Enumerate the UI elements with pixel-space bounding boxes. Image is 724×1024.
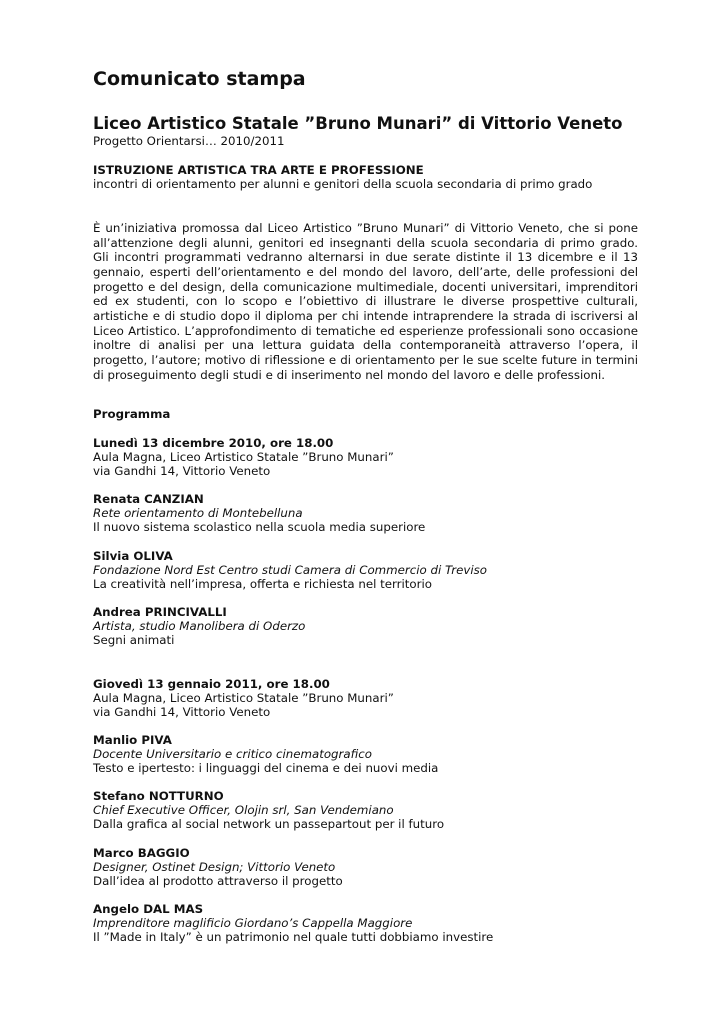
event-2-info	[93, 677, 638, 720]
speaker-name: Andrea PRINCIVALLI	[93, 605, 227, 619]
speaker-talk: Il nuovo sistema scolastico nella scuola media superiore	[93, 520, 426, 535]
speaker-role: Fondazione Nord Est Centro studi Camera di Commercio di Treviso	[93, 563, 488, 578]
speaker-talk: Segni animati	[93, 633, 175, 648]
speaker-entry	[93, 789, 638, 832]
event-place: Aula Magna, Liceo Artistico Statale ”Bruno Munari”	[93, 691, 394, 706]
speaker-role: Chief Executive Officer, Olojin srl, San Vendemiano	[93, 803, 394, 818]
event-date: Lunedì 13 dicembre 2010, ore 18.00	[93, 436, 334, 450]
speaker-entry	[93, 605, 638, 648]
speaker-talk: La creatività nell’impresa, offerta e richiesta nel territorio	[93, 577, 432, 592]
event-place: Aula Magna, Liceo Artistico Statale ”Bruno Munari”	[93, 450, 394, 465]
speaker-talk: Dalla grafica al social network un passepartout per il futuro	[93, 817, 445, 832]
speaker-entry	[93, 492, 638, 535]
speaker-entry	[93, 846, 638, 889]
speaker-name: Manlio PIVA	[93, 733, 172, 747]
speaker-role: Imprenditore maglificio Giordano’s Cappella Maggiore	[93, 916, 413, 931]
speaker-name: Angelo DAL MAS	[93, 902, 204, 916]
speaker-role: Rete orientamento di Montebelluna	[93, 506, 303, 521]
program-heading: Programma	[93, 407, 171, 421]
speaker-role: Docente Universitario e critico cinematografico	[93, 747, 372, 762]
event-address: via Gandhi 14, Vittorio Veneto	[93, 464, 271, 479]
page-title: Comunicato stampa	[93, 68, 306, 90]
school-heading: Liceo Artistico Statale ”Bruno Munari” di Vittorio Veneto	[93, 114, 623, 133]
speaker-role: Designer, Ostinet Design; Vittorio Veneto	[93, 860, 336, 875]
speaker-name: Stefano NOTTURNO	[93, 789, 224, 803]
speaker-role: Artista, studio Manolibera di Oderzo	[93, 619, 306, 634]
intro-paragraph: È un’iniziativa promossa dal Liceo Artistico ”Bruno Munari” di Vittorio Veneto, che si pone all’attenzione degli alunni, genitori ed insegnanti della scuola secondaria di primo grado. Gli incontri programmati vedranno alternarsi in due serate distinte il 13 dicembre e il 13 gennaio, esperti dell’orientamento e del mondo del lavoro, dell’arte, delle professioni del progetto e del design, della comunicazione multimediale, docenti universitari, imprenditori ed ex studenti, con lo scopo e l’obiettivo di illustrare le diverse prospettive culturali, artistiche e di studio dopo il diploma per chi intende intraprendere la strada di iscriversi al Liceo Artistico. L’approfondimento di tematiche ed esperienze professionali sono occasione inoltre di analisi per una lettura guidata della contemporaneità attraverso l’opera, il progetto, l’autore; motivo di riflessione e di orientamento per le sue scelte future in termini di proseguimento degli studi e di inserimento nel mondo del lavoro e delle professioni.	[93, 221, 638, 382]
event-1-info	[93, 436, 638, 479]
section-subtitle: incontri di orientamento per alunni e genitori della scuola secondaria di primo grado	[93, 177, 593, 191]
speaker-name: Marco BAGGIO	[93, 846, 190, 860]
project-line: Progetto Orientarsi… 2010/2011	[93, 134, 285, 148]
event-address: via Gandhi 14, Vittorio Veneto	[93, 705, 271, 720]
speaker-entry	[93, 549, 638, 592]
event-date: Giovedì 13 gennaio 2011, ore 18.00	[93, 677, 330, 691]
speaker-talk: Il ”Made in Italy” è un patrimonio nel quale tutti dobbiamo investire	[93, 930, 494, 945]
speaker-entry	[93, 733, 638, 776]
speaker-talk: Testo e ipertesto: i linguaggi del cinema e dei nuovi media	[93, 761, 439, 776]
speaker-entry	[93, 902, 638, 945]
speaker-talk: Dall’idea al prodotto attraverso il progetto	[93, 874, 343, 889]
speaker-name: Silvia OLIVA	[93, 549, 173, 563]
speaker-name: Renata CANZIAN	[93, 492, 204, 506]
section-title: ISTRUZIONE ARTISTICA TRA ARTE E PROFESSIONE	[93, 163, 424, 177]
